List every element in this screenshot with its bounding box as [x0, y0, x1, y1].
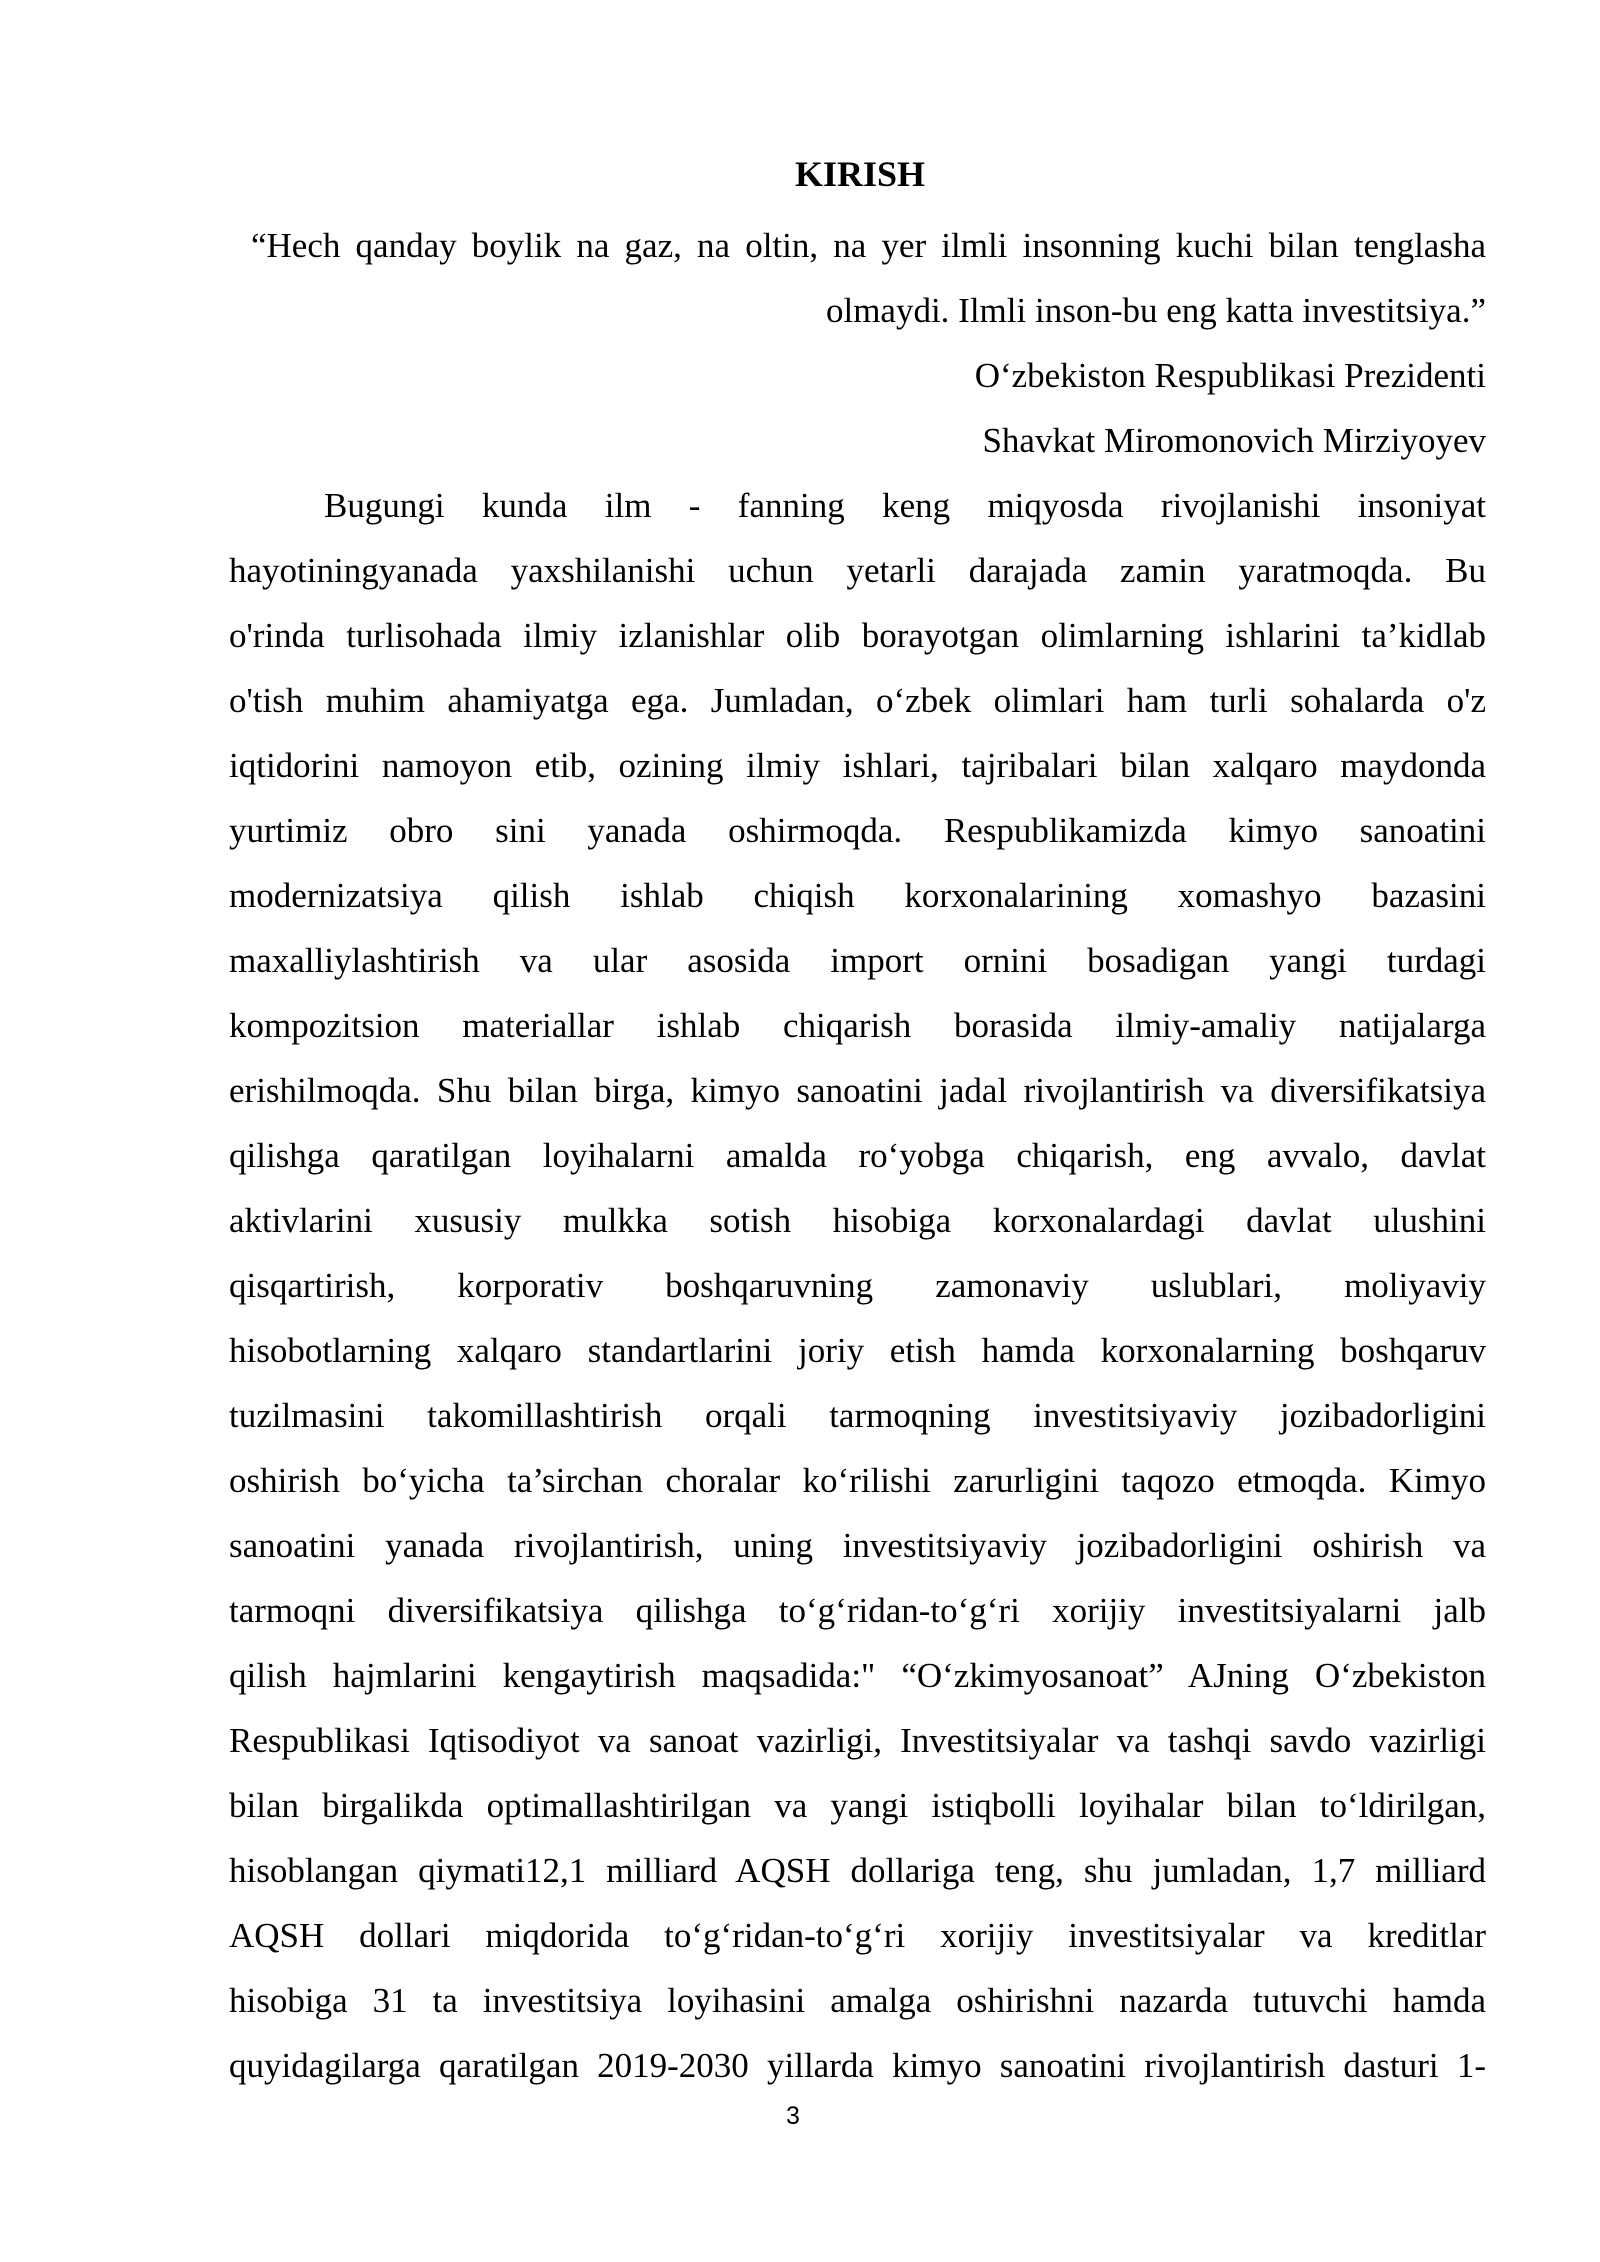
- epigraph-quote-line: “Hech qanday boylik na gaz, na oltin, na yer ilmli insonning kuchi bilan tenglasha: [251, 226, 1486, 265]
- body-paragraph: [229, 473, 1486, 2098]
- body-line: quyidagilarga qaratilgan 2019-2030 yillarda kimyo sanoatini rivojlantirish dasturi 1-: [229, 2046, 1486, 2085]
- body-line: modernizatsiya qilish ishlab chiqish korxonalarining xomashyo bazasini: [229, 876, 1486, 915]
- body-line: Respublikasi Iqtisodiyot va sanoat vazirligi, Investitsiyalar va tashqi savdo vazirligi: [229, 1721, 1486, 1760]
- epigraph-quote-line: olmaydi. Ilmli inson-bu eng katta investitsiya.”: [825, 291, 1486, 330]
- body-line: yurtimiz obro sini yanada oshirmoqda. Respublikamizda kimyo sanoatini: [229, 811, 1486, 850]
- body-line: maxalliylashtirish va ular asosida import ornini bosadigan yangi turdagi: [229, 941, 1486, 980]
- body-line: tarmoqni diversifikatsiya qilishga to‘g‘ridan-to‘g‘ri xorijiy investitsiyalarni jalb: [229, 1591, 1486, 1630]
- body-line: oshirish bo‘yicha ta’sirchan choralar ko‘rilishi zarurligini taqozo etmoqda. Kimyo: [229, 1461, 1486, 1500]
- body-line: qilishga qaratilgan loyihalarni amalda ro‘yobga chiqarish, eng avvalo, davlat: [229, 1136, 1486, 1175]
- page-number: 3: [786, 2102, 800, 2130]
- body-line: tuzilmasini takomillashtirish orqali tarmoqning investitsiyaviy jozibadorligini: [229, 1396, 1486, 1435]
- body-line: iqtidorini namoyon etib, ozining ilmiy ishlari, tajribalari bilan xalqaro maydonda: [229, 746, 1486, 785]
- body-line: erishilmoqda. Shu bilan birga, kimyo sanoatini jadal rivojlantirish va diversifikatsiya: [229, 1071, 1486, 1110]
- body-line: bilan birgalikda optimallashtirilgan va yangi istiqbolli loyihalar bilan to‘ldirilgan,: [229, 1786, 1486, 1825]
- body-line: hisobiga 31 ta investitsiya loyihasini amalga oshirishni nazarda tutuvchi hamda: [229, 1981, 1486, 2020]
- body-line: sanoatini yanada rivojlantirish, uning investitsiyaviy jozibadorligini oshirish va: [229, 1526, 1486, 1565]
- epigraph-attribution-line: Shavkat Miromonovich Mirziyoyev: [982, 421, 1486, 460]
- body-line: Bugungi kunda ilm - fanning keng miqyosda rivojlanishi insoniyat: [324, 486, 1486, 525]
- body-line: o'rinda turlisohada ilmiy izlanishlar olib borayotgan olimlarning ishlarini ta’kidlab: [229, 616, 1486, 655]
- epigraph-attribution-line: O‘zbekiston Respublikasi Prezidenti: [974, 356, 1486, 395]
- body-line: kompozitsion materiallar ishlab chiqarish borasida ilmiy-amaliy natijalarga: [229, 1006, 1486, 1045]
- body-line: qilish hajmlarini kengaytirish maqsadida:" “O‘zkimyosanoat” AJning O‘zbekiston: [229, 1656, 1486, 1695]
- body-line: o'tish muhim ahamiyatga ega. Jumladan, o‘zbek olimlari ham turli sohalarda o'z: [229, 681, 1486, 720]
- body-line: hisoblangan qiymati12,1 milliard AQSH dollariga teng, shu jumladan, 1,7 milliard: [229, 1851, 1486, 1890]
- body-line: hayotiningyanada yaxshilanishi uchun yetarli darajada zamin yaratmoqda. Bu: [229, 551, 1486, 590]
- epigraph: [229, 213, 1486, 473]
- body-line: hisobotlarning xalqaro standartlarini joriy etish hamda korxonalarning boshqaruv: [229, 1331, 1486, 1370]
- body-line: qisqartirish, korporativ boshqaruvning zamonaviy uslublari, moliyaviy: [229, 1266, 1486, 1305]
- body-line: aktivlarini xususiy mulkka sotish hisobiga korxonalardagi davlat ulushini: [229, 1201, 1486, 1240]
- body-line: AQSH dollari miqdorida to‘g‘ridan-to‘g‘ri xorijiy investitsiyalar va kreditlar: [229, 1916, 1486, 1955]
- page-title: KIRISH: [794, 154, 926, 194]
